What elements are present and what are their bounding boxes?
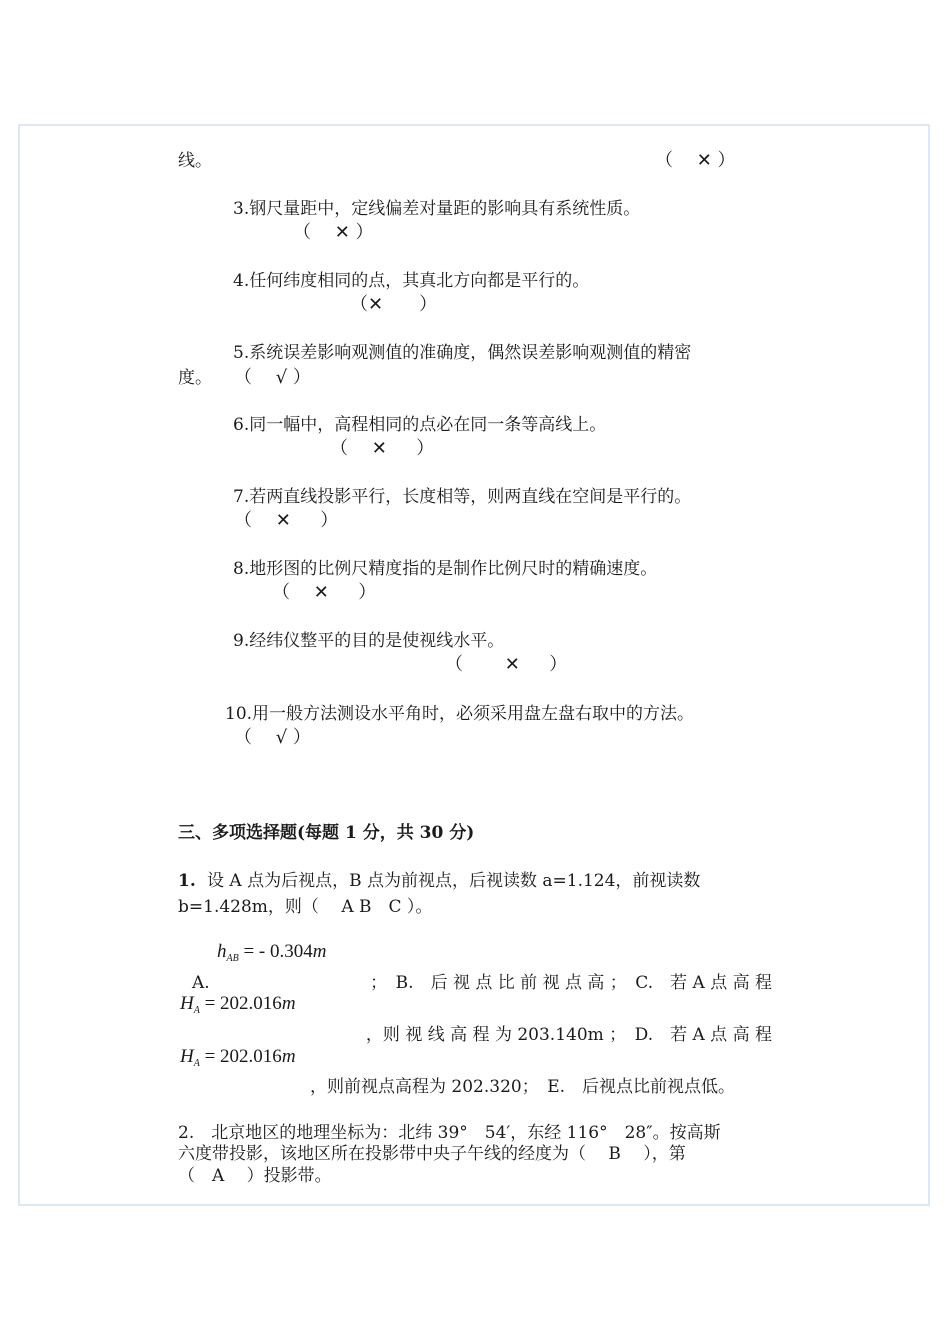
answer-mark-4: （✕ ） — [350, 294, 438, 315]
formula-h-a-1: $H_A = 202.016m$ — [180, 993, 296, 1016]
mc-question-2: 2. 北京地区的地理坐标为：北纬 39° 54′，东经 116° 28″。按高斯 — [178, 1123, 721, 1143]
question-9: 9.经纬仪整平的目的是使视线水平。 — [233, 631, 505, 651]
question-5-end: 度。 — [178, 368, 212, 388]
question-3: 3.钢尺量距中，定线偏差对量距的影响具有系统性质。 — [233, 199, 641, 219]
answer-mark-6: （ ✕ ） — [330, 438, 435, 459]
mc-question-1: 设 A 点为后视点，B 点为前视点，后视读数 a=1.124，前视读数 — [207, 871, 701, 891]
mc-question-2-cont: 六度带投影，该地区所在投影带中央子午线的经度为（ B ），第 — [178, 1144, 686, 1164]
answer-mark-3: （ ✕ ） — [293, 222, 374, 243]
formula-h-ab: $h_{AB}$ = - 0.304m — [217, 941, 327, 964]
question-7: 7.若两直线投影平行，长度相等，则两直线在空间是平行的。 — [233, 487, 692, 507]
answer-mark-5: （ √ ） — [234, 367, 311, 388]
answer-mark-10: （ √ ） — [234, 727, 311, 748]
option-b-c: ； B. 后 视 点 比 前 视 点 高 ； C. 若 A 点 高 程 — [370, 973, 772, 993]
question-8: 8.地形图的比例尺精度指的是制作比例尺时的精确速度。 — [233, 559, 658, 579]
question-10: 10.用一般方法测设水平角时，必须采用盘左盘右取中的方法。 — [225, 704, 695, 724]
mc-question-1-number: 1. — [178, 871, 196, 891]
option-c-d: ，则 视 线 高 程 为 203.140m ； D. 若 A 点 高 程 — [365, 1025, 772, 1045]
answer-mark-8: （ ✕ ） — [272, 582, 377, 603]
section-heading: 三、多项选择题(每题 1 分，共 30 分) — [178, 823, 475, 843]
mc-question-1-cont: b=1.428m，则（ A B C ）。 — [178, 897, 433, 917]
question-2-end: 线。 — [178, 151, 212, 171]
answer-mark-9: （ ✕ ） — [445, 654, 568, 675]
formula-h-a-2: $H_A = 202.016m$ — [180, 1046, 296, 1069]
question-4: 4.任何纬度相同的点，其真北方向都是平行的。 — [233, 271, 590, 291]
answer-mark-7: （ ✕ ） — [234, 510, 339, 531]
question-6: 6.同一幅中，高程相同的点必在同一条等高线上。 — [233, 415, 607, 435]
mc-question-2-end: （ A ）投影带。 — [178, 1166, 332, 1186]
option-d-e: ，则前视点高程为 202.320； E. 后视点比前视点低。 — [310, 1077, 736, 1097]
question-5: 5.系统误差影响观测值的准确度，偶然误差影响观测值的精密 — [233, 343, 692, 363]
answer-mark-2: （ ✕ ） — [655, 150, 736, 171]
option-a-label: A. — [192, 973, 210, 993]
